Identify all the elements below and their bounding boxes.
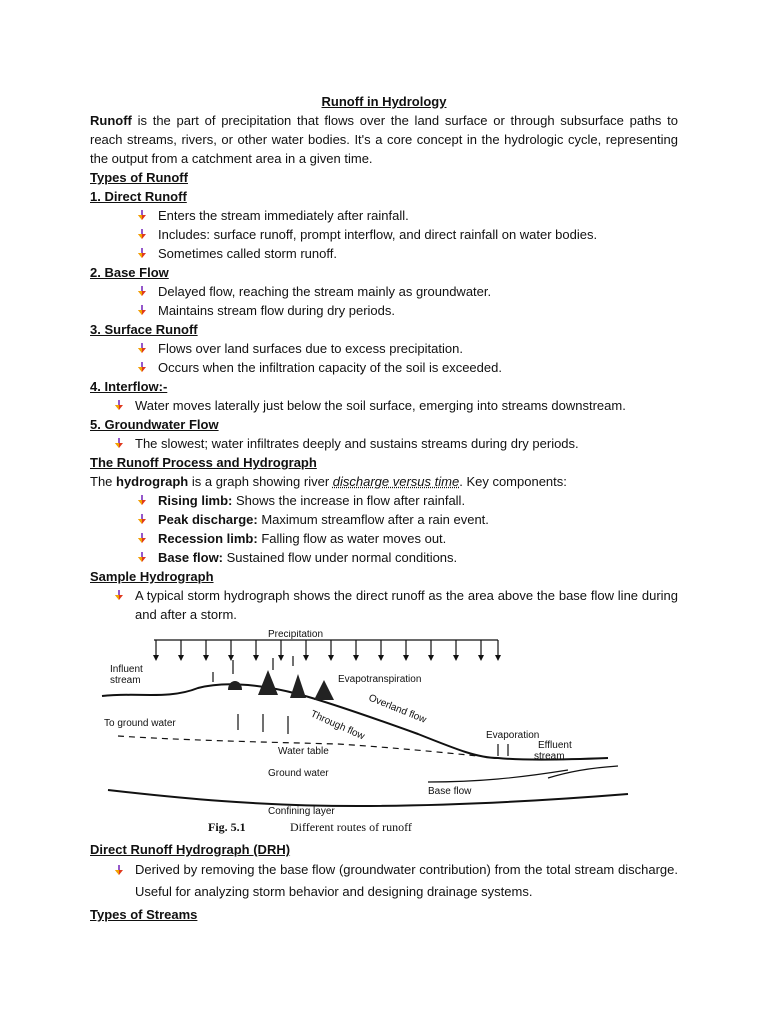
bullet-list xyxy=(90,282,678,320)
land-surface xyxy=(102,684,608,759)
label-base-flow: Base flow xyxy=(428,786,472,797)
arrow-bullet-icon xyxy=(114,438,124,449)
list-item: Rising limb: Shows the increase in flow after rainfall. xyxy=(90,491,678,510)
list-item: Includes: surface runoff, prompt interflow, and direct rainfall on water bodies. xyxy=(90,225,678,244)
section-heading: The Runoff Process and Hydrograph xyxy=(90,455,317,470)
base-flow-arrow xyxy=(428,770,568,782)
label-through-flow: Through flow xyxy=(308,708,367,743)
arrow-bullet-icon xyxy=(114,590,124,601)
label-water-table: Water table xyxy=(278,746,329,757)
infiltration-arrows xyxy=(238,714,288,734)
section-heading: 5. Groundwater Flow xyxy=(90,417,219,432)
label-effluent-stream: stream xyxy=(534,751,565,762)
list-item: Peak discharge: Maximum streamflow after a rain event. xyxy=(90,510,678,529)
label-evapotranspiration: Evapotranspiration xyxy=(338,674,422,685)
arrow-bullet-icon xyxy=(137,552,147,563)
arrow-bullet-icon xyxy=(137,248,147,259)
list-item: Sometimes called storm runoff. xyxy=(90,244,678,263)
section-heading: 3. Surface Runoff xyxy=(90,322,198,337)
label-effluent: Effluent xyxy=(538,740,572,751)
arrow-bullet-icon xyxy=(137,362,147,373)
arrow-bullet-icon xyxy=(137,286,147,297)
arrow-bullet-icon xyxy=(137,495,147,506)
section-heading: Direct Runoff Hydrograph (DRH) xyxy=(90,842,291,857)
list-item: Maintains stream flow during dry periods. xyxy=(90,301,678,320)
types-heading: Types of Runoff xyxy=(90,170,188,185)
arrow-bullet-icon xyxy=(137,229,147,240)
list-item: Water moves laterally just below the soil surface, emerging into streams downstream. xyxy=(90,396,678,415)
label-overland-flow: Overland flow xyxy=(366,692,428,726)
bullet-list xyxy=(90,396,678,415)
list-item: Flows over land surfaces due to excess precipitation. xyxy=(90,339,678,358)
bullet-list xyxy=(90,491,678,567)
arrow-bullet-icon xyxy=(137,514,147,525)
figure-caption-text: Different routes of runoff xyxy=(290,820,412,834)
confining-layer-line xyxy=(108,790,628,806)
label-evaporation: Evaporation xyxy=(486,730,540,741)
figure-caption-number: Fig. 5.1 xyxy=(208,820,246,834)
intro-paragraph xyxy=(90,111,678,168)
bullet-list xyxy=(90,434,678,453)
arrow-bullet-icon xyxy=(114,865,124,876)
section-heading: Types of Streams xyxy=(90,907,198,922)
bullet-list xyxy=(90,586,678,624)
label-precipitation: Precipitation xyxy=(268,630,324,640)
label-influent: Influent xyxy=(110,664,143,675)
bullet-list xyxy=(90,339,678,377)
precipitation-arrowheads xyxy=(153,655,501,661)
list-item: Delayed flow, reaching the stream mainly as groundwater. xyxy=(90,282,678,301)
bullet-list xyxy=(90,206,678,263)
evaporation-arrows xyxy=(498,744,508,756)
label-confining-layer: Confining layer xyxy=(268,806,335,817)
intro-text: is the part of precipitation that flows over the land surface or through subsurface paths to reach streams, rivers, or other water bodies. It's a core concept in the hydrologic cycle, representing the output from a catchment area in a given time. xyxy=(90,113,678,166)
label-ground-water: Ground water xyxy=(268,768,329,779)
hydrograph-paragraph: The hydrograph is a graph showing river discharge versus time. Key components: xyxy=(90,474,567,489)
label-influent-stream: stream xyxy=(110,675,141,686)
arrow-bullet-icon xyxy=(137,210,147,221)
section-heading: 1. Direct Runoff xyxy=(90,189,187,204)
list-item: Recession limb: Falling flow as water moves out. xyxy=(90,529,678,548)
document-page xyxy=(90,92,678,924)
section-heading: 4. Interflow:- xyxy=(90,379,168,394)
intro-term: Runoff xyxy=(90,113,132,128)
arrow-bullet-icon xyxy=(137,343,147,354)
list-item: Occurs when the infiltration capacity of the soil is exceeded. xyxy=(90,358,678,377)
runoff-diagram xyxy=(98,630,678,836)
runoff-routes-figure xyxy=(90,630,678,838)
section-heading: 2. Base Flow xyxy=(90,265,169,280)
arrow-bullet-icon xyxy=(114,400,124,411)
arrow-bullet-icon xyxy=(137,305,147,316)
list-item: A typical storm hydrograph shows the direct runoff as the area above the base flow line during and after a storm. xyxy=(90,586,678,624)
label-to-ground-water: To ground water xyxy=(104,718,176,729)
arrow-bullet-icon xyxy=(137,533,147,544)
list-item: The slowest; water infiltrates deeply and sustains streams during dry periods. xyxy=(90,434,678,453)
list-item: Enters the stream immediately after rainfall. xyxy=(90,206,678,225)
bullet-list xyxy=(90,859,678,903)
page-title: Runoff in Hydrology xyxy=(321,94,447,109)
section-heading: Sample Hydrograph xyxy=(90,569,214,584)
list-item: Derived by removing the base flow (groundwater contribution) from the total stream discharge. Useful for analyzing storm behavior and designing drainage systems. xyxy=(90,859,678,903)
list-item: Base flow: Sustained flow under normal conditions. xyxy=(90,548,678,567)
